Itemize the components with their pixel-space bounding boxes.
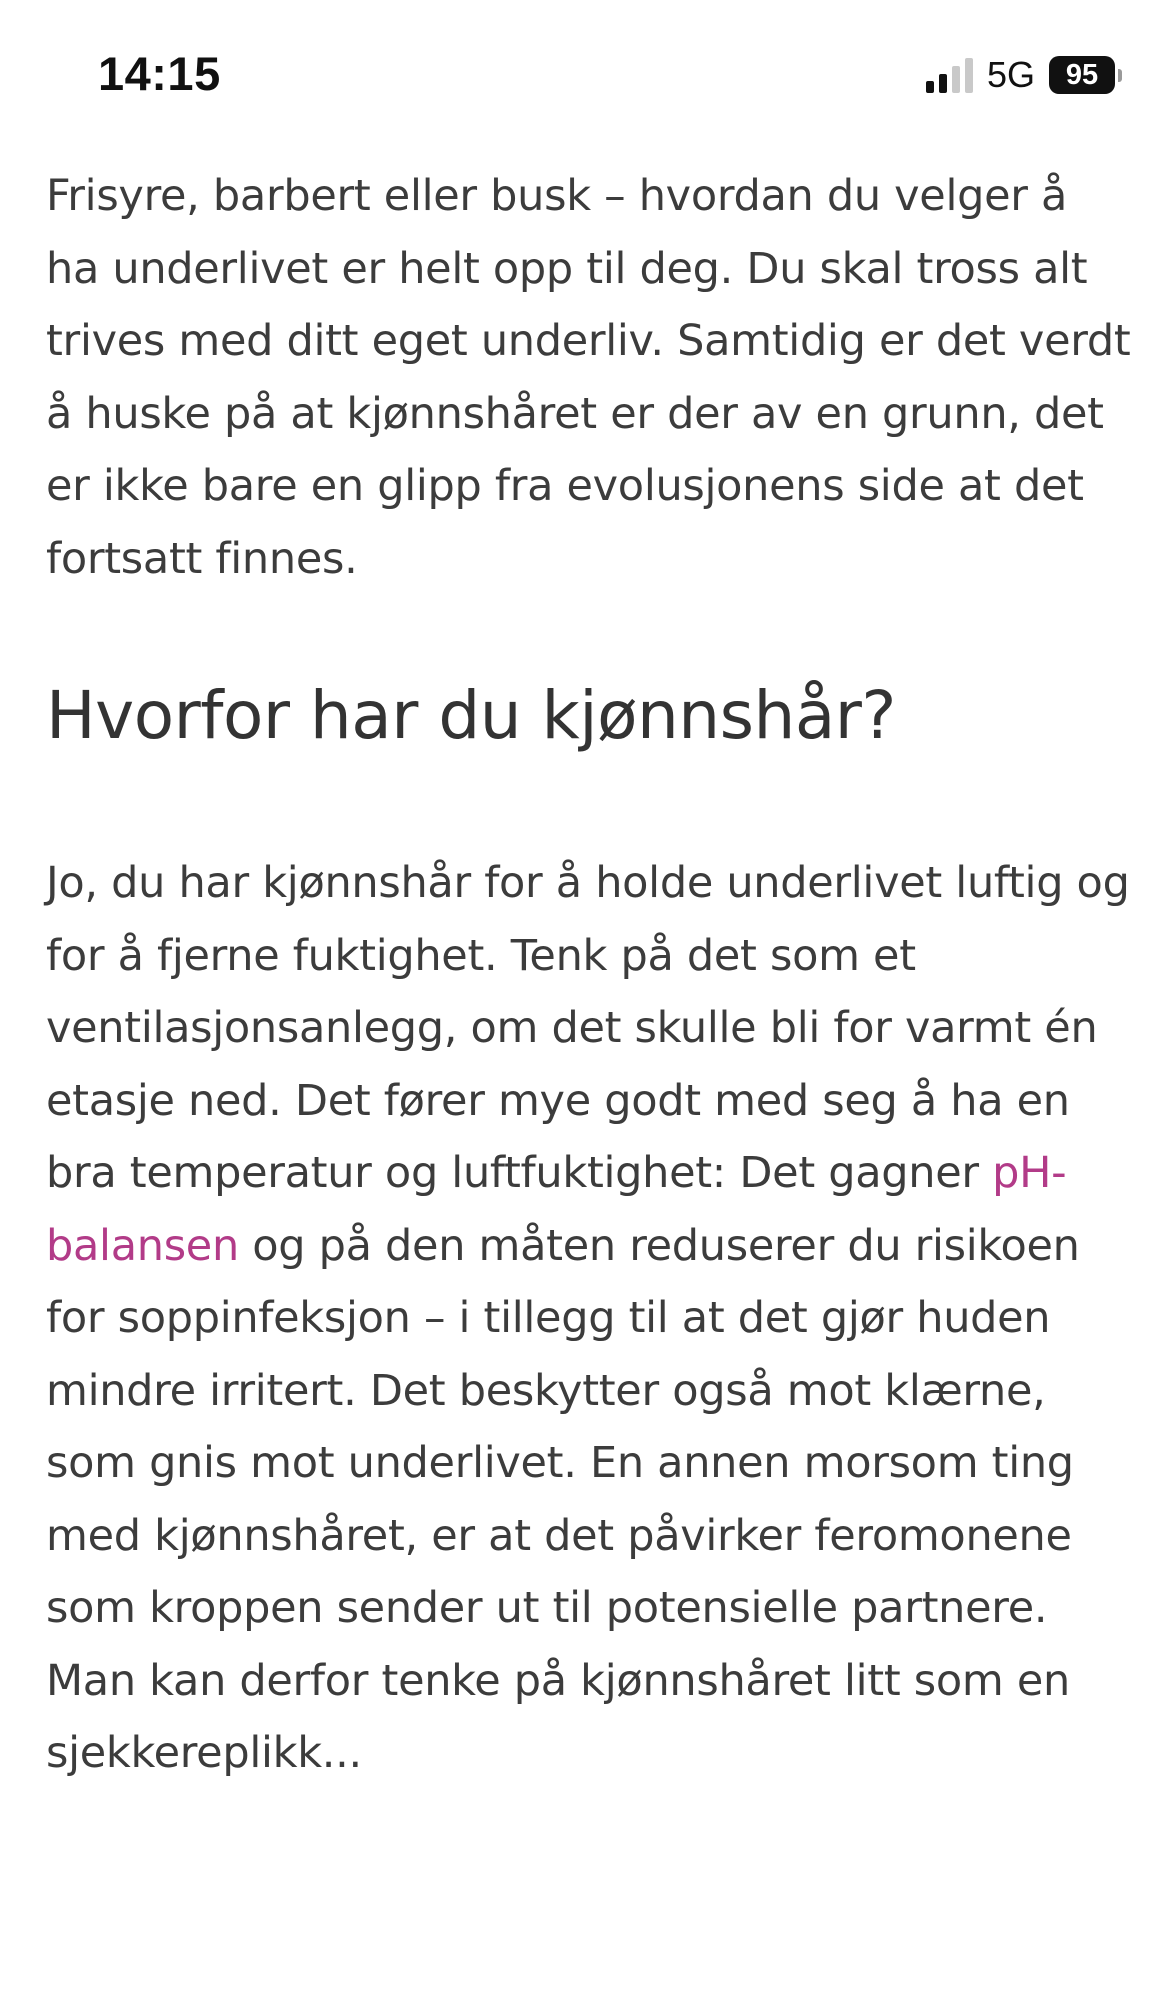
signal-bar-2 (939, 74, 947, 93)
battery-tip (1118, 69, 1122, 82)
body-text-before-link: Jo, du har kjønnshår for å holde underlivet luftig og for å fjerne fuktighet. Tenk på det som et ventilasjonsanlegg, om det skulle bli for varmt én etasje ned. Det fører mye godt med seg å ha en bra temperatur og luftfuktighet: Det gagner (46, 858, 1130, 1198)
cellular-signal-icon (926, 57, 973, 93)
ph-balance-link[interactable]: pH-balansen (46, 1148, 1067, 1271)
signal-bar-3 (952, 66, 960, 93)
network-type-label: 5G (986, 54, 1035, 95)
signal-bar-1 (926, 81, 934, 93)
section-heading: Hvorfor har du kjønnshår? (46, 677, 896, 754)
body-text-after-link: og på den måten reduserer du risikoen for soppinfeksjon – i tillegg til at det gjør huden mindre irritert. Det beskytter også mot klærne, som gnis mot underlivet. En annen morsom ting med kjønnshåret, er at det påvirker feromonene som kroppen sender ut til potensielle partnere. Man kan derfor tenke på kjønnshåret litt som en sjekkereplikk... (46, 1220, 1080, 1778)
status-bar (0, 0, 1170, 150)
signal-bar-4 (965, 58, 973, 93)
article-content (46, 160, 1131, 1790)
intro-paragraph: Frisyre, barbert eller busk – hvordan du velger å ha underlivet er helt opp til deg. Du skal tross alt trives med ditt eget underliv. Samtidig er det verdt å huske på at kjønnshåret er der av en grunn, det er ikke bare en glipp fra evolusjonens side at det fortsatt finnes. (46, 171, 1131, 584)
status-indicators (926, 54, 1122, 96)
battery-icon (1049, 56, 1122, 94)
status-time: 14:15 (98, 47, 221, 100)
body-paragraph (46, 847, 1131, 1790)
battery-level: 95 (1049, 56, 1115, 94)
